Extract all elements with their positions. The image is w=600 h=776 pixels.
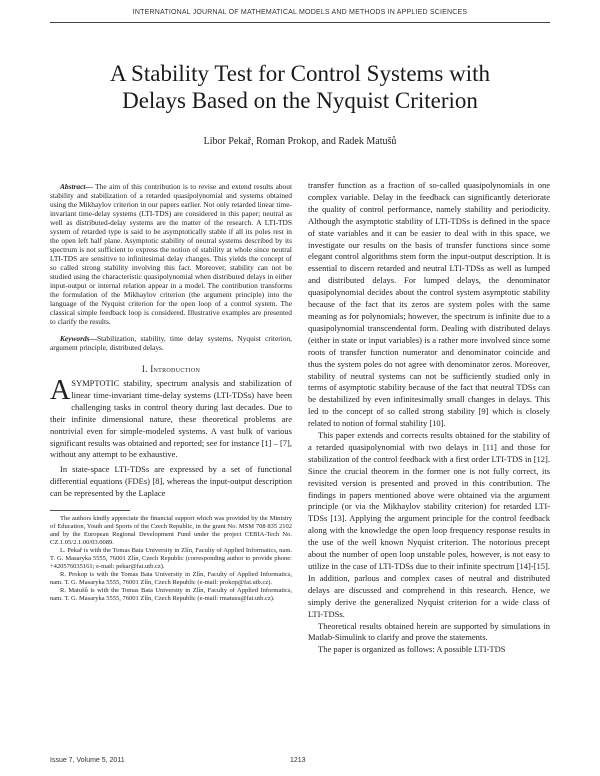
- keywords-text: Stabilization, stability, time delay systems, Nyquist criterion, argument principle, distributed delays.: [50, 334, 292, 352]
- drop-cap: A: [50, 375, 71, 406]
- abstract-text: The aim of this contribution is to revise and extend results about stability and stabilization of a retarded quasipolynomial and systems obtained using the Mikhaylov criterion in our papers earlier. Not only retarded linear time-invariant time-delay systems (LTI-TDS) are considered in this paper; neutral as well as distributed-delay systems are the matter of the research. A LTI-TDS system of retarded type is said to be asymptotically stable if all its poles rest in the open left half plane. Asymptotic stability of neutral systems described by its spectrum is not sufficient to express the notion of stability at whole since neutral LTI-TDS are sensitive to infinitesimal delay changes. This yields the concept of so called strong stability involving this fact. Moreover, stability can not be studied using the characteristic quasipolynomial when distributed delays in either input-output or internal relation appear in a model. The contribution transforms the formulation of the Mikhaylov criterion (the argument principle) into the language of the Nyquist criterion for the open loop of a control system. The classical simple feedback loop is considered. Illustrative examples are presented to clarify the results.: [50, 182, 292, 326]
- intro-paragraph-1: [50, 375, 292, 461]
- footnote-divider: [50, 510, 130, 511]
- right-column: [308, 180, 550, 656]
- title-line-1: A Stability Test for Control Systems with: [109, 61, 491, 86]
- intro-paragraph-1-text: stability, spectrum analysis and stabilization of linear time-invariant time-delay systems (LTI-TDSs) have been challenging tasks in control theory during last decades. Due to their infinite dimensional nature, these theoretical problems are nontrivial even for simple-modeled systems. A vast bulk of various significant results was obtained and reported; see for instance [1] – [7], without any attempt to be exhaustive.: [50, 378, 292, 460]
- paper-title: [0, 60, 600, 114]
- left-column: [50, 182, 292, 603]
- keywords: [50, 334, 292, 352]
- section-heading-introduction: I. Introduction: [141, 364, 201, 374]
- abstract-label: Abstract—: [60, 182, 93, 191]
- abstract: [50, 182, 292, 326]
- footnote-author-1: L. Pekař is with the Tomas Bata University in Zlín, Faculty of Applied Informatics, nam. T. G. Masaryka 5555, 76001 Zlín, Czech Republic (corresponding author to provide phone: +420576035161; e-mail: pekar@fai.utb.cz).: [50, 547, 292, 571]
- footer-issue: Issue 7, Volume 5, 2011: [50, 757, 125, 764]
- footnote-author-3: R. Matušů is with the Tomas Bata University in Zlín, Faculty of Applied Informatics, nam. T. G. Masaryka 5555, 76001 Zlín, Czech Republic (e-mail: rmatusu@fai.utb.cz).: [50, 587, 292, 603]
- header-rule: [50, 22, 550, 23]
- right-paragraph-2: This paper extends and corrects results obtained for the stability of a retarded quasipolynomial with two delays in [11] and those for stabilization of the control feedback with a first order LTI-TDS in [12]. Since the crucial theorem in the former one is not fully correct, its revisited version is presented and proved in this contribution. The findings in papers mentioned above were obtained via the argument principle (or via the Mikhaylov stability criterion) for retarded LTI-TDSs [13]. Applying the argument principle for the control feedback along with the knowledge the open loop frequency response results in the use of the well known Nyquist criterion. The notorious precept about the number of open loop unstable poles, however, is not easy to utilize in the case of LTI-TDSs due to their infinite spectrum [14]-[15]. In addition, parlous and complex cases of neutral and distributed delays are discussed and comprehend in this research. Hence, we simply derive the generalized Nyquist criterion for a wide class of LTI-TDSs.: [308, 430, 550, 619]
- right-paragraph-4: The paper is organized as follows: A possible LTI-TDS: [318, 644, 506, 655]
- footnote-author-2: R. Prokop is with the Tomas Bata University in Zlín, Faculty of Applied Informatics, nam. T. G. Masaryka 5555, 76001 Zlín, Czech Republic (e-mail: prokop@fai.utb.cz).: [50, 571, 292, 587]
- keywords-label: Keywords—: [60, 334, 97, 343]
- footnote-funding: The authors kindly appreciate the financial support which was provided by the Ministry of Education, Youth and Sports of the Czech Republic, in the grant No. MSM 708 835 2102 and by the European Regional Development Fund under the project CEBIA-Tech No. CZ.1.05/2.1.00/03.0089.: [50, 515, 292, 547]
- right-paragraph-3: Theoretical results obtained herein are supported by simulations in Matlab-Simulink to clarify and prove the statements.: [308, 620, 550, 643]
- intro-lead-word: SYMPTOTIC: [71, 378, 120, 388]
- journal-header: INTERNATIONAL JOURNAL OF MATHEMATICAL MODELS AND METHODS IN APPLIED SCIENCES: [132, 9, 468, 16]
- intro-paragraph-2: In state-space LTI-TDSs are expressed by a set of functional differential equations (FDEs) [8], whereas the input-output description can be represented by the Laplace: [50, 464, 292, 499]
- right-paragraph-1: transfer function as a fraction of so-called quasipolynomials in one complex variable. Delay in the feedback can significantly deteriorate the quality of control performance, namely stability and periodicity. Although the asymptotic stability of LTI-TDSs is defined in the space of state variables and it can be easier to deal with in this space, we investigate our results on the basis of transfer functions since some elegant control algorithms stem form the input-output description. It is essential to discern retarded and neutral LTI-TDSs as well as lumped and distributed delays. For lumped delays, the denominator quasipolynomial decides about the control system asymptotic stability because of the fact that its zeros are system poles with the same meaning as for polynomials; however, the spectrum is infinite due to a quasipolynomial transcendental form. Dealing with distributed delays (either in state or input variables) is a rather more involved since some roots of transfer function numerator and denominator coincide and thus the system poles do not agree with denominator zeros. Moreover, stability of neutral systems can not be sufficiently studied only in terms of asymptotic stability because of the fact that neutral TDSs can be destabilized by even infinitesimally small changes in delays. This led to the concept of so called strong stability [9] which is closely related to notion of formal stability [10].: [308, 180, 550, 429]
- footer-page-number: 1213: [290, 757, 306, 764]
- title-line-2: Delays Based on the Nyquist Criterion: [122, 88, 478, 113]
- author-list: Libor Pekař, Roman Prokop, and Radek Matušů: [203, 136, 397, 147]
